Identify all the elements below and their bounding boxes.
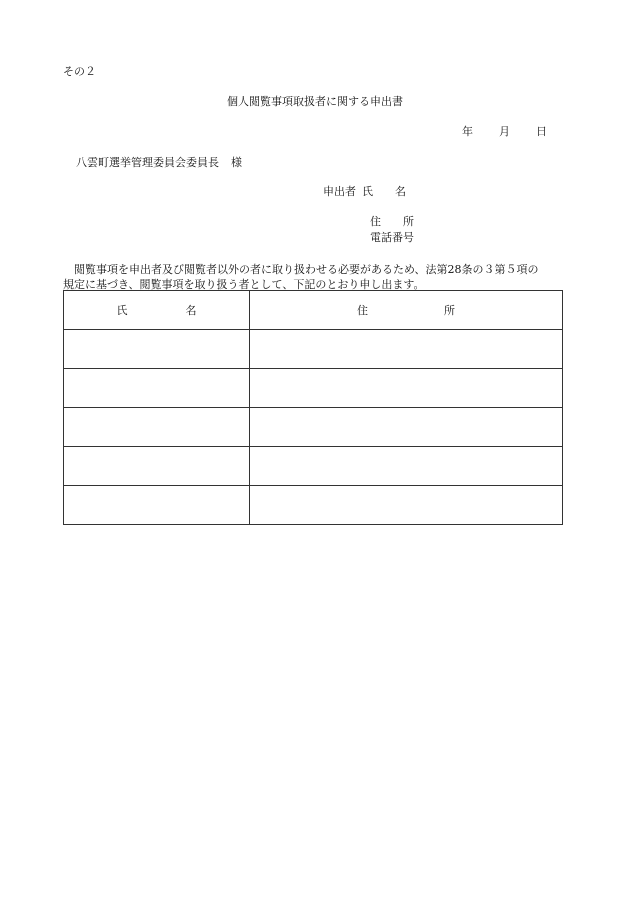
table-row — [64, 369, 563, 408]
address-cell[interactable] — [250, 447, 563, 486]
name-cell[interactable] — [64, 447, 250, 486]
date-line — [462, 126, 547, 137]
address-cell[interactable] — [250, 330, 563, 369]
name-cell[interactable] — [64, 369, 250, 408]
applicant-address-line — [370, 216, 414, 227]
name-cell[interactable] — [64, 330, 250, 369]
body-paragraph — [63, 262, 573, 292]
date-month-label: 月 — [499, 125, 510, 138]
table-row — [64, 408, 563, 447]
applicant-label: 申出者 — [323, 185, 356, 198]
address-cell[interactable] — [250, 369, 563, 408]
table-row — [64, 447, 563, 486]
header-address-a: 住 — [357, 303, 368, 317]
addressee-name: 八雲町選挙管理委員会委員長 — [76, 156, 219, 169]
applicant-name-label-a: 氏 — [362, 185, 373, 198]
address-cell[interactable] — [250, 486, 563, 525]
document-title: 個人閲覧事項取扱者に関する申出書 — [227, 95, 403, 108]
applicant-name-label-b: 名 — [395, 185, 406, 198]
applicant-name-line — [323, 186, 406, 197]
date-day-label: 日 — [536, 125, 547, 138]
body-line-2: 規定に基づき、閲覧事項を取り扱う者として、下記のとおり申し出ます。 — [63, 278, 425, 291]
header-address-cell — [250, 291, 563, 330]
table-row — [64, 330, 563, 369]
addressee-honorific: 様 — [231, 156, 242, 169]
applicant-address-label-b: 所 — [403, 215, 414, 228]
header-name-a: 氏 — [116, 303, 128, 317]
header-name-cell — [64, 291, 250, 330]
table-row — [64, 486, 563, 525]
section-label: その２ — [63, 65, 96, 78]
addressee — [76, 157, 242, 168]
date-year-label: 年 — [462, 125, 473, 138]
name-cell[interactable] — [64, 486, 250, 525]
header-name-b: 名 — [185, 303, 197, 317]
table-header-row — [64, 291, 563, 330]
applicant-address-label-a: 住 — [370, 215, 381, 228]
handler-table — [63, 290, 563, 525]
name-cell[interactable] — [64, 408, 250, 447]
header-address-b: 所 — [444, 303, 455, 317]
body-line-1: 閲覧事項を申出者及び閲覧者以外の者に取り扱わせる必要があるため、法第28条の３第５項の — [63, 263, 539, 276]
address-cell[interactable] — [250, 408, 563, 447]
applicant-phone-label: 電話番号 — [370, 231, 414, 244]
